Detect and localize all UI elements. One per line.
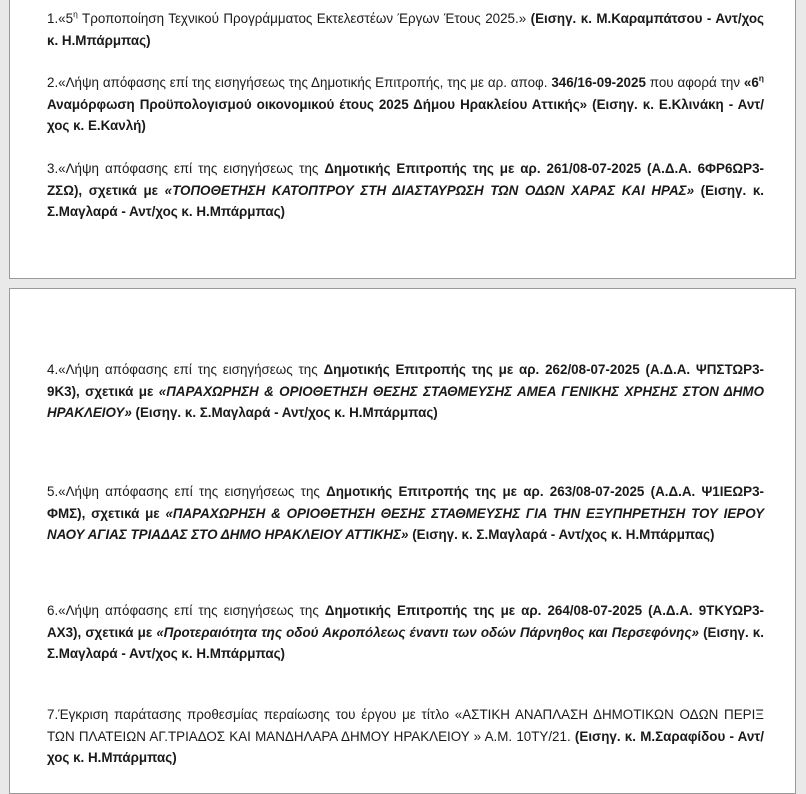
- item-text: 3.«Λήψη απόφασης επί της εισηγήσεως της: [47, 161, 325, 176]
- item-rapporteur: (Εισηγ. κ. Σ.Μαγλαρά - Αντ/χος κ. Η.Μπάρμπας): [47, 182, 765, 220]
- decision-number: 346/16-09-2025: [551, 75, 646, 90]
- decision-reference: Δημοτικής Επιτροπής της με αρ. 261/08-07-2025 (Α.Δ.Α. 6ΦΡ6ΩΡ3-ΖΣΩ), σχετικά με: [47, 161, 764, 198]
- item-rapporteur: (Εισηγ. κ. Ε.Κλινάκη - Αντ/χος κ. Ε.Κανλή): [47, 96, 764, 134]
- decision-reference: Δημοτικής Επιτροπής της με αρ. 263/08-07-2025 (Α.Δ.Α. Ψ1ΙΕΩΡ3-ΦΜΣ), σχετικά με: [47, 484, 764, 521]
- agenda-item-5: [47, 481, 764, 546]
- item-subject: «6: [743, 75, 759, 90]
- superscript: η: [73, 8, 78, 19]
- item-rapporteur: (Εισηγ. κ. Σ.Μαγλαρά - Αντ/χος κ. Η.Μπάρμπας): [408, 527, 715, 543]
- decision-reference: Δημοτικής Επιτροπής της με αρ. 264/08-07-2025 (Α.Δ.Α. 9ΤΚΥΩΡ3-ΑΧ3), σχετικά με: [47, 603, 764, 640]
- agenda-item-3: [47, 158, 764, 223]
- item-text: 4.«Λήψη απόφασης επί της εισηγήσεως της: [47, 362, 324, 377]
- item-rapporteur: (Εισηγ. κ. Μ.Καραμπάτσου - Αντ/χος κ. Η.Μπάρμπας): [47, 11, 764, 48]
- item-text: 5.«Λήψη απόφασης επί της εισηγήσεως της: [47, 484, 327, 499]
- item-text: που αφορά την: [645, 75, 744, 90]
- agenda-item-7: [47, 704, 764, 769]
- decision-reference: Δημοτικής Επιτροπής της με αρ. 262/08-07-2025 (Α.Δ.Α. ΨΠΣΤΩΡ3-9Κ3), σχετικά με: [47, 362, 764, 399]
- item-text: 7.Έγκριση παράτασης προθεσμίας περαίωσης του έργου με τίτλο «ΑΣΤΙΚΗ ΑΝΑΠΛΑΣΗ ΔΗΜΟΤΙΚΩΝ ΟΔΩΝ ΠΕΡΙΞ ΤΩΝ ΠΛΑΤΕΙΩΝ ΑΓ.ΤΡΙΑΔΟΣ ΚΑΙ ΜΑΝΔΗΛΑΡΑ ΔΗΜΟΥ ΗΡΑΚΛΕΙΟΥ » Α.Μ. 10ΤΥ/21.: [47, 707, 764, 744]
- item-subject: «Προτεραιότητα της οδού Ακροπόλεως έναντι των οδών Πάρνηθος και Περσεφόνης»: [156, 624, 699, 640]
- agenda-item-6: [47, 600, 764, 665]
- agenda-item-4: [47, 359, 764, 424]
- item-text: 6.«Λήψη απόφασης επί της εισηγήσεως της: [47, 603, 325, 618]
- item-rapporteur: (Εισηγ. κ. Μ.Σαραφίδου - Αντ/χος κ. Η.Μπάρμπας): [47, 728, 764, 766]
- item-subject: Αναμόρφωση Προϋπολογισμού οικονομικού έτους 2025 Δήμου Ηρακλείου Αττικής»: [47, 96, 588, 112]
- agenda-item-2: [47, 72, 764, 137]
- item-rapporteur: (Εισηγ. κ. Σ.Μαγλαρά - Αντ/χος κ. Η.Μπάρμπας): [131, 405, 438, 421]
- item-subject: «ΤΟΠΟΘΕΤΗΣΗ ΚΑΤΟΠΤΡΟΥ ΣΤΗ ΔΙΑΣΤΑΥΡΩΣΗ ΤΩΝ ΟΔΩΝ ΧΑΡΑΣ ΚΑΙ ΗΡΑΣ»: [164, 182, 695, 198]
- item-rapporteur: (Εισηγ. κ. Σ.Μαγλαρά - Αντ/χος κ. Η.Μπάρμπας): [47, 624, 764, 662]
- item-subject: «ΠΑΡΑΧΩΡΗΣΗ & ΟΡΙΟΘΕΤΗΣΗ ΘΕΣΗΣ ΣΤΑΘΜΕΥΣΗΣ ΓΙΑ ΤΗΝ ΕΞΥΠΗΡΕΤΗΣΗ ΤΟΥ ΙΕΡΟΥ ΝΑΟΥ ΑΓΙΑΣ ΤΡΙΑΔΑΣ ΣΤΟ ΔΗΜΟ ΗΡΑΚΛΕΙΟΥ ΑΤΤΙΚΗΣ»: [47, 505, 764, 543]
- item-subject: «ΠΑΡΑΧΩΡΗΣΗ & ΟΡΙΟΘΕΤΗΣΗ ΘΕΣΗΣ ΣΤΑΘΜΕΥΣΗΣ ΑΜΕΑ ΓΕΝΙΚΗΣ ΧΡΗΣΗΣ ΣΤΟΝ ΔΗΜΟ ΗΡΑΚΛΕΙΟΥ»: [47, 383, 764, 421]
- superscript: η: [758, 72, 764, 83]
- item-text: Τροποποίηση Τεχνικού Προγράμματος Εκτελεστέων Έργων Έτους 2025.»: [77, 11, 531, 26]
- item-text: 2.«Λήψη απόφασης επί της εισηγήσεως της Δημοτικής Επιτροπής, της με αρ. αποφ.: [47, 75, 552, 90]
- agenda-item-1: [47, 8, 764, 51]
- item-text: 1.«5: [47, 11, 74, 26]
